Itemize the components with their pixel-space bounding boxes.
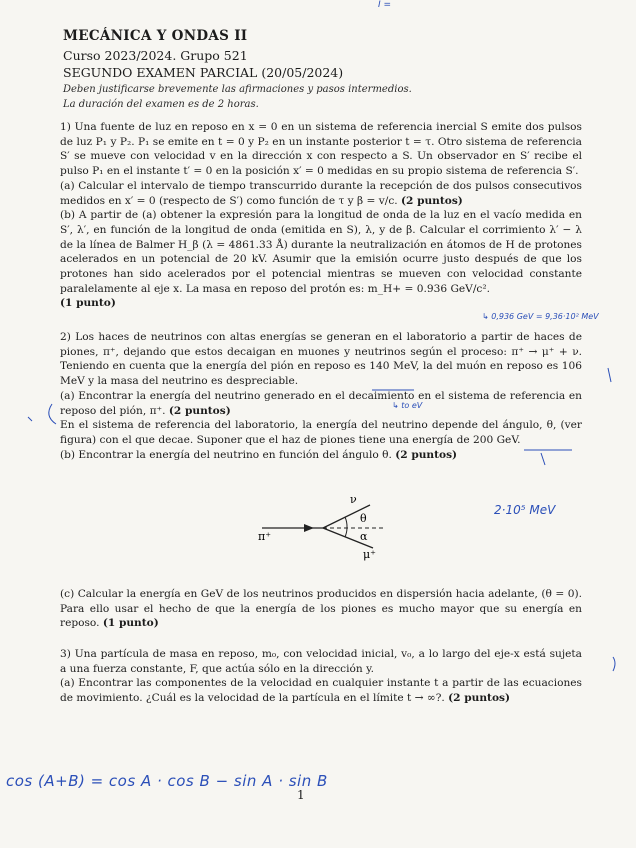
q1-a-points: (2 puntos) xyxy=(401,194,463,207)
q2-lab: En el sistema de referencia del laboratorio, la energía del neutrino depende del ángulo, θ, (ver figura) con el que decae. Suponer que el haz de piones tiene una energía de 200 GeV. xyxy=(60,419,582,446)
neutrino-label: ν xyxy=(350,493,357,506)
q3-a-text: (a) Encontrar las componentes de la velocidad en cualquier instante t a partir de las ecuaciones de movimiento. ¿Cuál es la velocidad de la partícula en el límite t → ∞?. xyxy=(60,677,582,705)
q1-intro: 1) Una fuente de luz en reposo en x = 0 en un sistema de referencia inercial S emite dos pulsos de luz P₁ y P₂. P₁ se emite en t = 0 y P₂ en un instante posterior t = τ. Otro sistema de referencia S′ se mueve con velocidad v en la dirección x con respecto a S. Un observador en S′ recibe el pulso P₁ en el instante t′ = 0 en la posición x′ = 0 medidas en su propio sistema de referencia S′. xyxy=(60,121,582,178)
q2-intro: 2) Los haces de neutrinos con altas energías se generan en el laboratorio a partir de haces de piones, π⁺, dejando que estos decaigan en muones y neutrinos según el proceso: π⁺ → μ⁺ + ν. Teniendo en cuenta que la energía del pión en reposo es 140 MeV, la del muón en reposo es 106 MeV y la masa del neutrino es despreciable. xyxy=(60,331,582,388)
q2-b-text: (b) Encontrar la energía del neutrino en función del ángulo θ. xyxy=(60,448,392,461)
muon-label: μ⁺ xyxy=(363,548,376,561)
tick-mark xyxy=(28,417,32,421)
q2-b-points: (2 puntos) xyxy=(395,448,458,461)
q1-b-points: (1 punto) xyxy=(60,297,116,310)
instructions-1: Deben justificarse brevemente las afirmaciones y pasos intermedios. xyxy=(63,84,412,95)
pion-label: π⁺ xyxy=(258,530,272,543)
instructions-2: La duración del examen es de 2 horas. xyxy=(63,99,259,110)
margin-mark-3 xyxy=(541,453,545,465)
handwritten-formula: cos (A+B) = cos A · cos B − sin A · sin B xyxy=(6,772,328,790)
theta-label: θ xyxy=(360,512,367,525)
course-info: Curso 2023/2024. Grupo 521 xyxy=(63,48,248,63)
margin-mark-2 xyxy=(613,657,615,671)
alpha-label: α xyxy=(360,530,368,543)
q3-intro: 3) Una partícula de masa en reposo, m₀, con velocidad inicial, v₀, a lo largo del eje-x está sujeta a una fuerza constante, F, que actúa sólo en la dirección y. xyxy=(60,648,582,675)
exam-name: SEGUNDO EXAMEN PARCIAL (20/05/2024) xyxy=(63,65,344,80)
page-number: 1 xyxy=(297,788,305,802)
exam-title: MECÁNICA Y ONDAS II xyxy=(63,28,248,44)
q3-a-points: (2 puntos) xyxy=(448,692,510,705)
handwritten-answer: 2·10⁵ MeV xyxy=(494,503,556,517)
q2-a-points: (2 puntos) xyxy=(168,404,231,417)
handwritten-top: I = xyxy=(378,0,392,10)
q2-c-points: (1 punto) xyxy=(102,617,159,630)
q1-a-text: (a) Calcular el intervalo de tiempo transcurrido durante la recepción de dos pulsos consecutivos medidos en x′ = 0 (respecto de S′) como función de τ y β = v/c. xyxy=(60,179,582,207)
q2-a-text: (a) Encontrar la energía del neutrino generado en el decaimiento en el sistema de referencia en reposo del pión, π⁺. xyxy=(60,389,582,417)
q2-c-text: (c) Calcular la energía en GeV de los neutrinos producidos en dispersión hacia adelante, (θ = 0). Para ello usar el hecho de que la energía de los piones es mucho mayor que su energía en reposo. xyxy=(60,588,582,630)
q1-b-text: (b) A partir de (a) obtener la expresión para la longitud de onda de la luz en el vacío medida en S′, λ′, en función de la longitud de onda (emitida en S), λ, y de β. Calcular el corrimiento λ′ − λ de la línea de Balmer H_β (λ = 4861.33 Å) durante la neutralización en átomos de H de protones acelerados en un potencial de 20 kV. Asumir que la emisión ocurre justo después de que los protones han sido acelerados por el potencial mientras se mueven con velocidad constante paralelamente al eje x. La masa en reposo del protón es: m_H+ = 0.936 GeV/c². xyxy=(60,209,582,295)
margin-mark-1 xyxy=(608,368,611,382)
bracket-mark xyxy=(49,404,56,424)
handwritten-to-ev: ↳ to eV xyxy=(392,401,423,410)
handwritten-calc: ↳ 0,936 GeV = 9,36·10² MeV xyxy=(482,312,599,321)
